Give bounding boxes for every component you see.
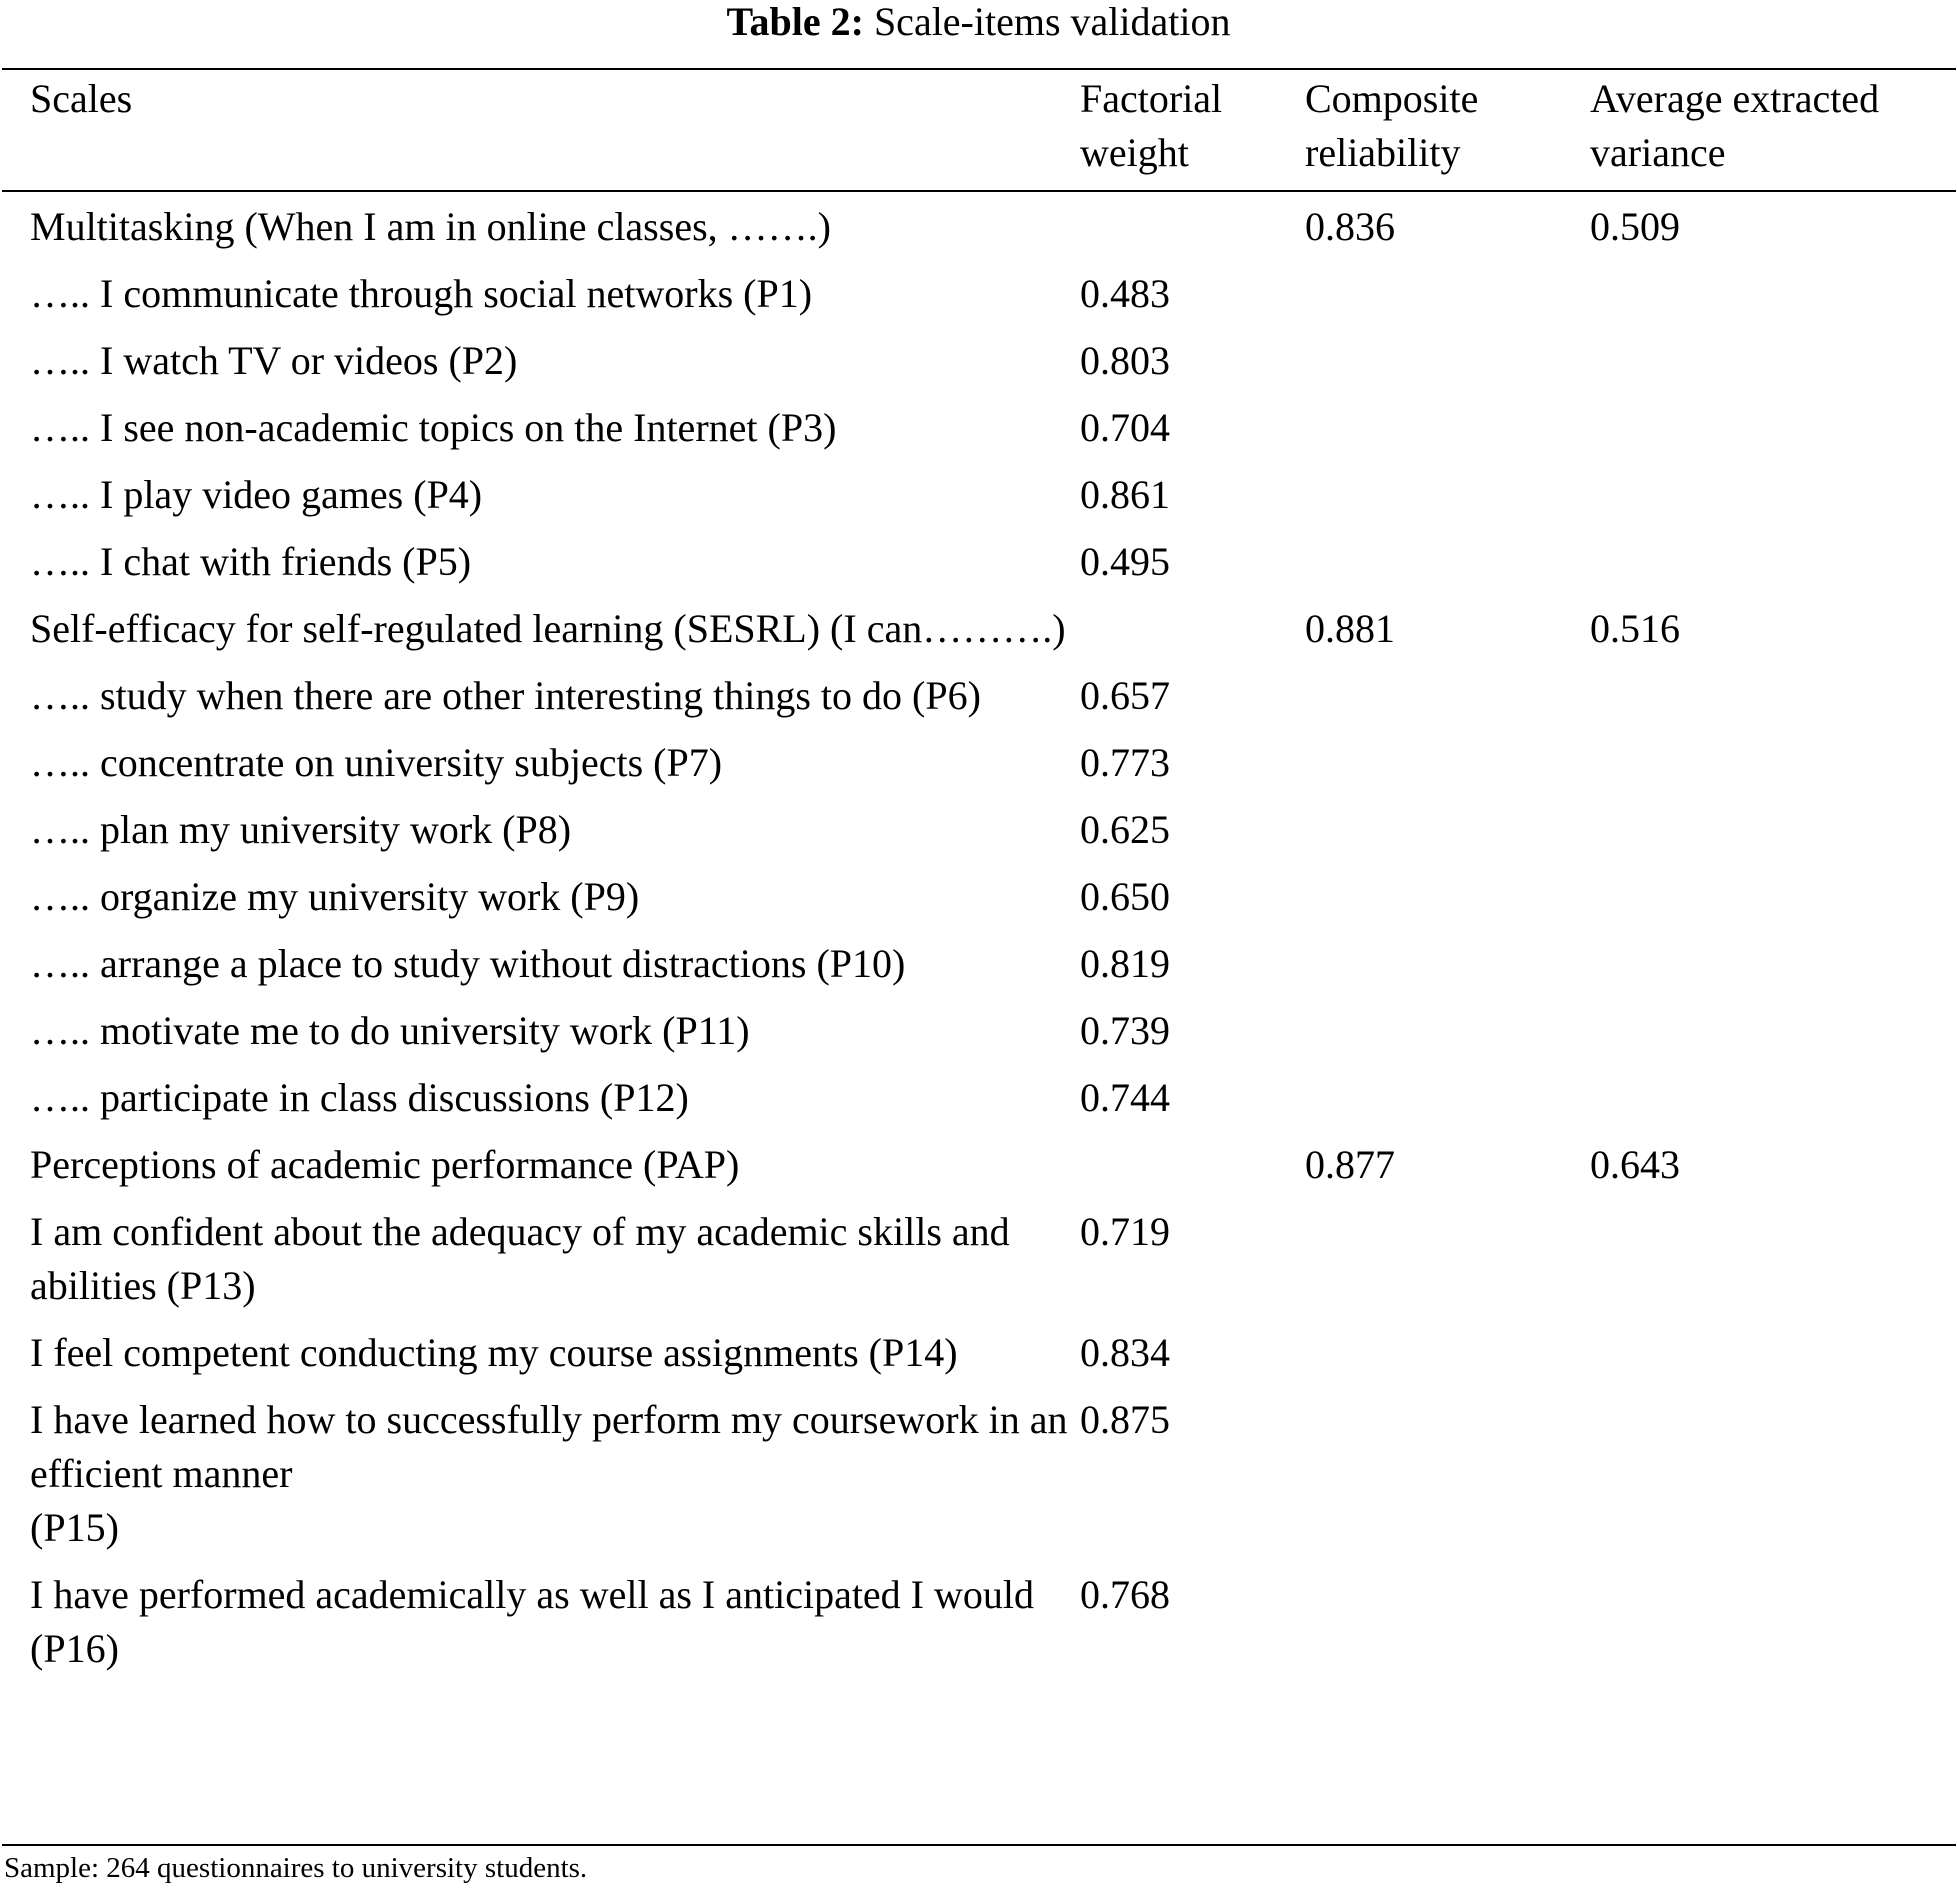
factorial-weight-cell: 0.875 xyxy=(1080,1397,1170,1442)
average-extracted-variance-cell xyxy=(1590,1004,1956,1071)
composite-reliability-cell: 0.836 xyxy=(1305,204,1395,249)
factorial-weight-cell: 0.861 xyxy=(1080,472,1170,517)
factorial-weight-cell: 0.625 xyxy=(1080,807,1170,852)
scale-cell: ….. I communicate through social networks (P1) xyxy=(30,271,813,316)
header-average-extracted-variance: Average extracted variance xyxy=(1590,76,1880,175)
table-row xyxy=(2,937,1956,1004)
table-body xyxy=(2,190,1956,1689)
composite-reliability-cell xyxy=(1305,334,1590,401)
header-composite-reliability: Composite reliability xyxy=(1305,76,1479,175)
composite-reliability-cell: 0.877 xyxy=(1305,1142,1395,1187)
table-row xyxy=(2,1568,1956,1689)
composite-reliability-cell xyxy=(1305,1393,1590,1568)
composite-reliability-cell: 0.881 xyxy=(1305,606,1395,651)
average-extracted-variance-cell xyxy=(1590,803,1956,870)
table-row xyxy=(2,669,1956,736)
scale-cell: ….. arrange a place to study without distractions (P10) xyxy=(30,941,906,986)
scale-cell: I feel competent conducting my course assignments (P14) xyxy=(30,1330,958,1375)
average-extracted-variance-cell xyxy=(1590,401,1956,468)
table-row xyxy=(2,535,1956,602)
scale-cell: I have performed academically as well as I anticipated I would (P16) xyxy=(30,1572,1035,1671)
scale-items-table xyxy=(2,72,1956,1689)
average-extracted-variance-cell xyxy=(1590,1568,1956,1689)
table-row xyxy=(2,1393,1956,1568)
bottom-rule xyxy=(2,1844,1956,1846)
scale-cell: ….. concentrate on university subjects (P7) xyxy=(30,740,723,785)
scale-cell: ….. plan my university work (P8) xyxy=(30,807,572,852)
factorial-weight-cell xyxy=(1080,190,1305,267)
factorial-weight-cell: 0.483 xyxy=(1080,271,1170,316)
table-row xyxy=(2,1071,1956,1138)
composite-reliability-cell xyxy=(1305,468,1590,535)
table-row xyxy=(2,870,1956,937)
table-row xyxy=(2,468,1956,535)
average-extracted-variance-cell: 0.509 xyxy=(1590,204,1680,249)
table-row xyxy=(2,736,1956,803)
table-row xyxy=(2,1004,1956,1071)
table-label: Table 2: xyxy=(726,0,864,44)
composite-reliability-cell xyxy=(1305,1205,1590,1326)
header-row xyxy=(2,72,1956,190)
average-extracted-variance-cell xyxy=(1590,870,1956,937)
factorial-weight-cell: 0.819 xyxy=(1080,941,1170,986)
scale-cell: I have learned how to successfully perform my coursework in an efficient manner (P15) xyxy=(30,1397,1068,1550)
composite-reliability-cell xyxy=(1305,803,1590,870)
scale-cell: I am confident about the adequacy of my academic skills and abilities (P13) xyxy=(30,1209,1010,1308)
table-row xyxy=(2,1326,1956,1393)
table-row xyxy=(2,602,1956,669)
composite-reliability-cell xyxy=(1305,870,1590,937)
table-row xyxy=(2,803,1956,870)
scale-cell: Perceptions of academic performance (PAP) xyxy=(30,1142,740,1187)
average-extracted-variance-cell xyxy=(1590,1071,1956,1138)
scale-cell: ….. participate in class discussions (P12) xyxy=(30,1075,689,1120)
composite-reliability-cell xyxy=(1305,736,1590,803)
average-extracted-variance-cell xyxy=(1590,334,1956,401)
composite-reliability-cell xyxy=(1305,535,1590,602)
average-extracted-variance-cell xyxy=(1590,1205,1956,1326)
table-row xyxy=(2,190,1956,267)
average-extracted-variance-cell xyxy=(1590,267,1956,334)
factorial-weight-cell xyxy=(1080,1138,1305,1205)
top-rule xyxy=(2,68,1956,70)
table-row xyxy=(2,334,1956,401)
average-extracted-variance-cell: 0.516 xyxy=(1590,606,1680,651)
scale-cell: Self-efficacy for self-regulated learning (SESRL) (I can……….) xyxy=(30,606,1066,651)
scale-cell: ….. organize my university work (P9) xyxy=(30,874,640,919)
factorial-weight-cell: 0.739 xyxy=(1080,1008,1170,1053)
average-extracted-variance-cell xyxy=(1590,937,1956,1004)
table-title: Scale-items validation xyxy=(873,0,1231,44)
factorial-weight-cell: 0.768 xyxy=(1080,1572,1170,1617)
table-note: Sample: 264 questionnaires to university students. xyxy=(4,1852,588,1884)
composite-reliability-cell xyxy=(1305,267,1590,334)
average-extracted-variance-cell xyxy=(1590,468,1956,535)
average-extracted-variance-cell xyxy=(1590,669,1956,736)
scale-cell: ….. study when there are other interesting things to do (P6) xyxy=(30,673,981,718)
factorial-weight-cell: 0.773 xyxy=(1080,740,1170,785)
factorial-weight-cell: 0.834 xyxy=(1080,1330,1170,1375)
factorial-weight-cell: 0.650 xyxy=(1080,874,1170,919)
composite-reliability-cell xyxy=(1305,401,1590,468)
average-extracted-variance-cell xyxy=(1590,736,1956,803)
table-row xyxy=(2,1205,1956,1326)
table-row xyxy=(2,1138,1956,1205)
average-extracted-variance-cell xyxy=(1590,1326,1956,1393)
composite-reliability-cell xyxy=(1305,1326,1590,1393)
factorial-weight-cell: 0.657 xyxy=(1080,673,1170,718)
factorial-weight-cell: 0.495 xyxy=(1080,539,1170,584)
factorial-weight-cell: 0.803 xyxy=(1080,338,1170,383)
table-row xyxy=(2,267,1956,334)
average-extracted-variance-cell xyxy=(1590,535,1956,602)
composite-reliability-cell xyxy=(1305,1071,1590,1138)
scale-cell: ….. I play video games (P4) xyxy=(30,472,483,517)
scale-cell: ….. I see non-academic topics on the Internet (P3) xyxy=(30,405,837,450)
scale-cell: ….. I chat with friends (P5) xyxy=(30,539,472,584)
table-caption xyxy=(0,0,1957,44)
header-scales: Scales xyxy=(30,76,133,121)
factorial-weight-cell: 0.744 xyxy=(1080,1075,1170,1120)
composite-reliability-cell xyxy=(1305,1568,1590,1689)
factorial-weight-cell xyxy=(1080,602,1305,669)
scale-cell: ….. I watch TV or videos (P2) xyxy=(30,338,518,383)
scale-cell: ….. motivate me to do university work (P11) xyxy=(30,1008,750,1053)
header-factorial-weight: Factorial weight xyxy=(1080,76,1223,175)
factorial-weight-cell: 0.719 xyxy=(1080,1209,1170,1254)
table-row xyxy=(2,401,1956,468)
factorial-weight-cell: 0.704 xyxy=(1080,405,1170,450)
scale-cell: Multitasking (When I am in online classes, …….) xyxy=(30,204,831,249)
composite-reliability-cell xyxy=(1305,937,1590,1004)
average-extracted-variance-cell xyxy=(1590,1393,1956,1568)
average-extracted-variance-cell: 0.643 xyxy=(1590,1142,1680,1187)
composite-reliability-cell xyxy=(1305,669,1590,736)
composite-reliability-cell xyxy=(1305,1004,1590,1071)
